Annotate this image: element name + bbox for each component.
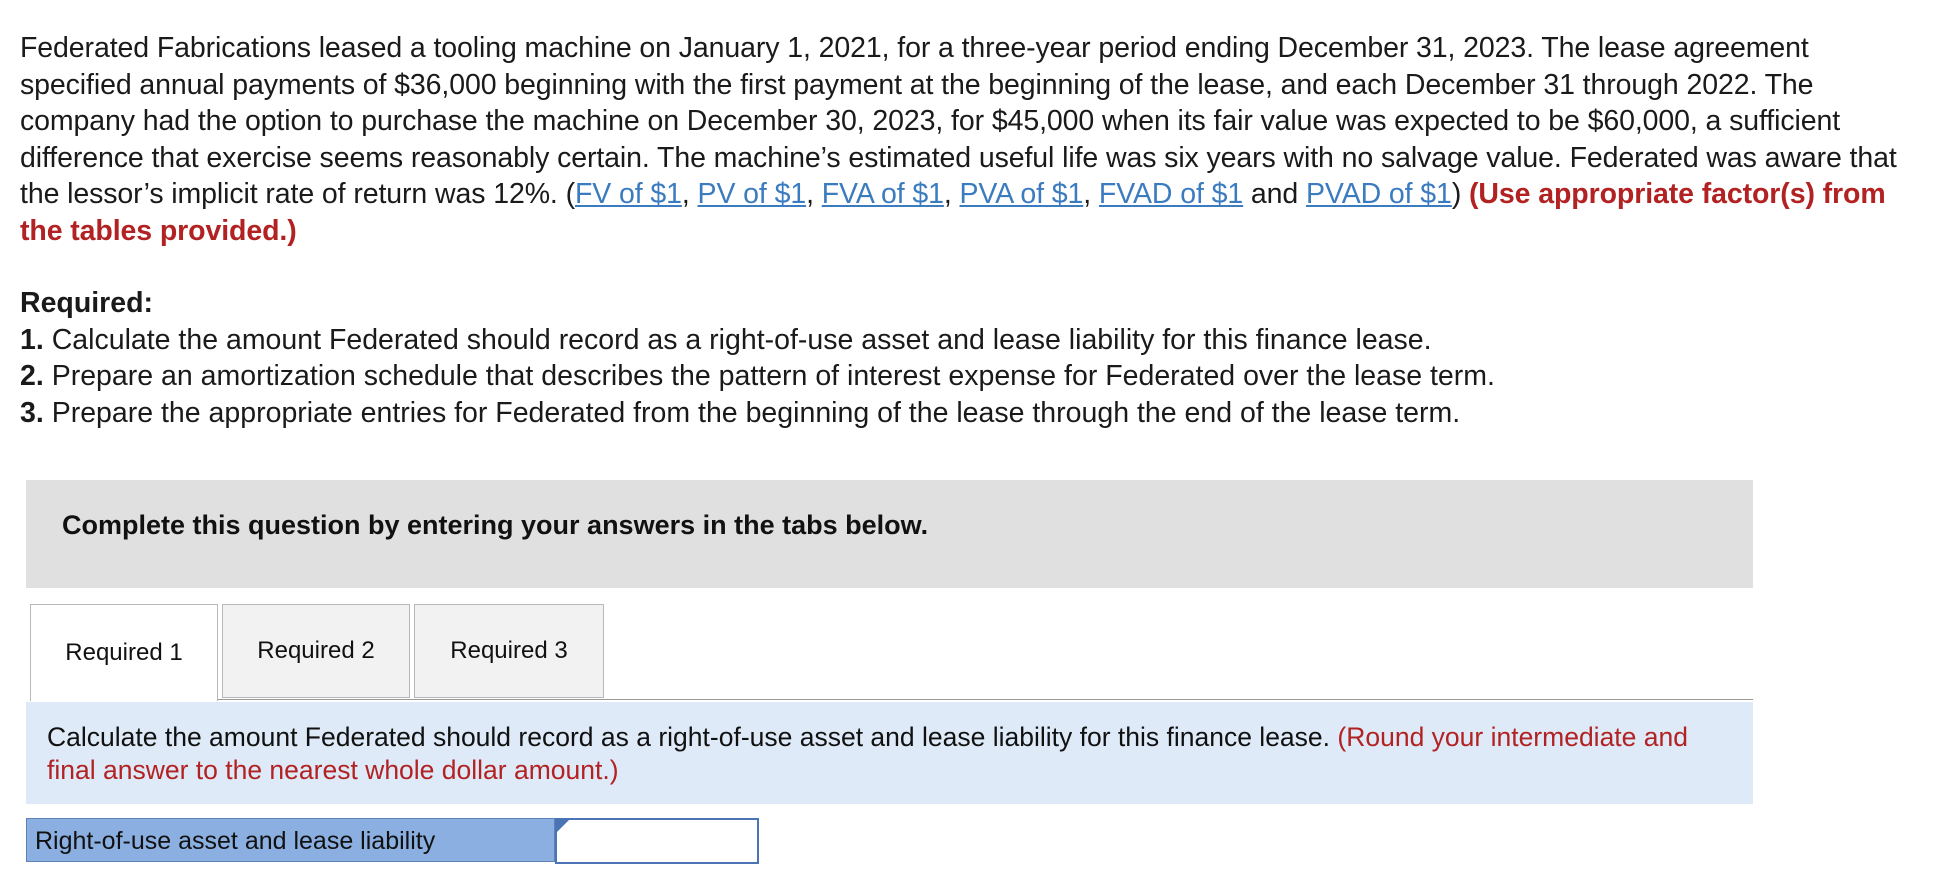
instruction-banner	[26, 480, 1753, 588]
fv-table-link[interactable]: FV of $1	[574, 178, 682, 210]
separator: ,	[806, 178, 822, 210]
required-item-text: Prepare an amortization schedule that describes the pattern of interest expense for Federated over the lease term.	[43, 360, 1495, 392]
answer-row-label: Right-of-use asset and lease liability	[26, 818, 555, 862]
question-content	[20, 30, 1920, 431]
fva-table-link[interactable]: FVA of $1	[821, 178, 944, 210]
factor-hint: (Use appropriate factor(s) from the tables provided.)	[20, 178, 1886, 247]
required-item-text: Prepare the appropriate entries for Federated from the beginning of the lease through the end of the lease term.	[43, 396, 1461, 429]
tab-required-2[interactable]	[222, 604, 410, 698]
answer-input-box	[555, 818, 759, 864]
tab-required-1[interactable]	[30, 604, 218, 701]
answer-prompt-text: Calculate the amount Federated should record as a right-of-use asset and lease liability for this finance lease.	[47, 722, 1338, 752]
separator: ,	[681, 178, 698, 210]
pvad-table-link[interactable]: PVAD of $1	[1306, 178, 1452, 210]
input-corner-marker	[557, 820, 569, 832]
required-list	[20, 285, 1920, 431]
required-item-2	[20, 358, 1920, 395]
tab-label: Required 1	[65, 639, 183, 666]
answer-row	[26, 818, 759, 864]
required-item-number: 1.	[20, 323, 44, 356]
required-item-number: 2.	[20, 360, 44, 392]
rou-asset-lease-liability-input[interactable]	[557, 820, 757, 862]
tab-divider	[218, 699, 1753, 700]
required-item-1	[20, 322, 1920, 359]
required-item-text: Calculate the amount Federated should record as a right-of-use asset and lease liability for this finance lease.	[43, 323, 1432, 356]
rounding-hint: (Round your intermediate and final answer to the nearest whole dollar amount.)	[47, 722, 1688, 785]
problem-text: Federated Fabrications leased a tooling machine on January 1, 2021, for a three-year period ending December 31, 2023. The lease agreement specified annual payments of $36,000 beginning with the first payment at the beginning of the lease, and each December 31 through 2022. The company had the option to purchase the machine on December 30, 2023, for $45,000 when its fair value was expected to be $60,000, a sufficient difference that exercise seems reasonably certain. The machine’s estimated useful life was six years with no salvage value. Federated was aware that the lessor’s implicit rate of return was 12%. (	[20, 32, 1897, 210]
instruction-text: Complete this question by entering your answers in the tabs below.	[62, 510, 929, 540]
tab-bar	[30, 604, 1753, 700]
separator: )	[1451, 178, 1470, 210]
answer-prompt	[47, 721, 1737, 786]
tab-required-3[interactable]	[414, 604, 604, 698]
separator: ,	[943, 178, 960, 210]
tab-label: Required 2	[257, 637, 375, 664]
required-item-3	[20, 395, 1920, 432]
separator: and	[1243, 178, 1306, 210]
fvad-table-link[interactable]: FVAD of $1	[1098, 178, 1244, 210]
tab-label: Required 3	[450, 637, 568, 664]
pv-table-link[interactable]: PV of $1	[697, 178, 807, 210]
required-item-number: 3.	[20, 396, 44, 429]
separator: ,	[1083, 178, 1099, 210]
problem-statement	[20, 30, 1920, 249]
answer-instructions	[26, 702, 1753, 804]
pva-table-link[interactable]: PVA of $1	[959, 178, 1084, 210]
required-heading: Required:	[20, 287, 154, 319]
